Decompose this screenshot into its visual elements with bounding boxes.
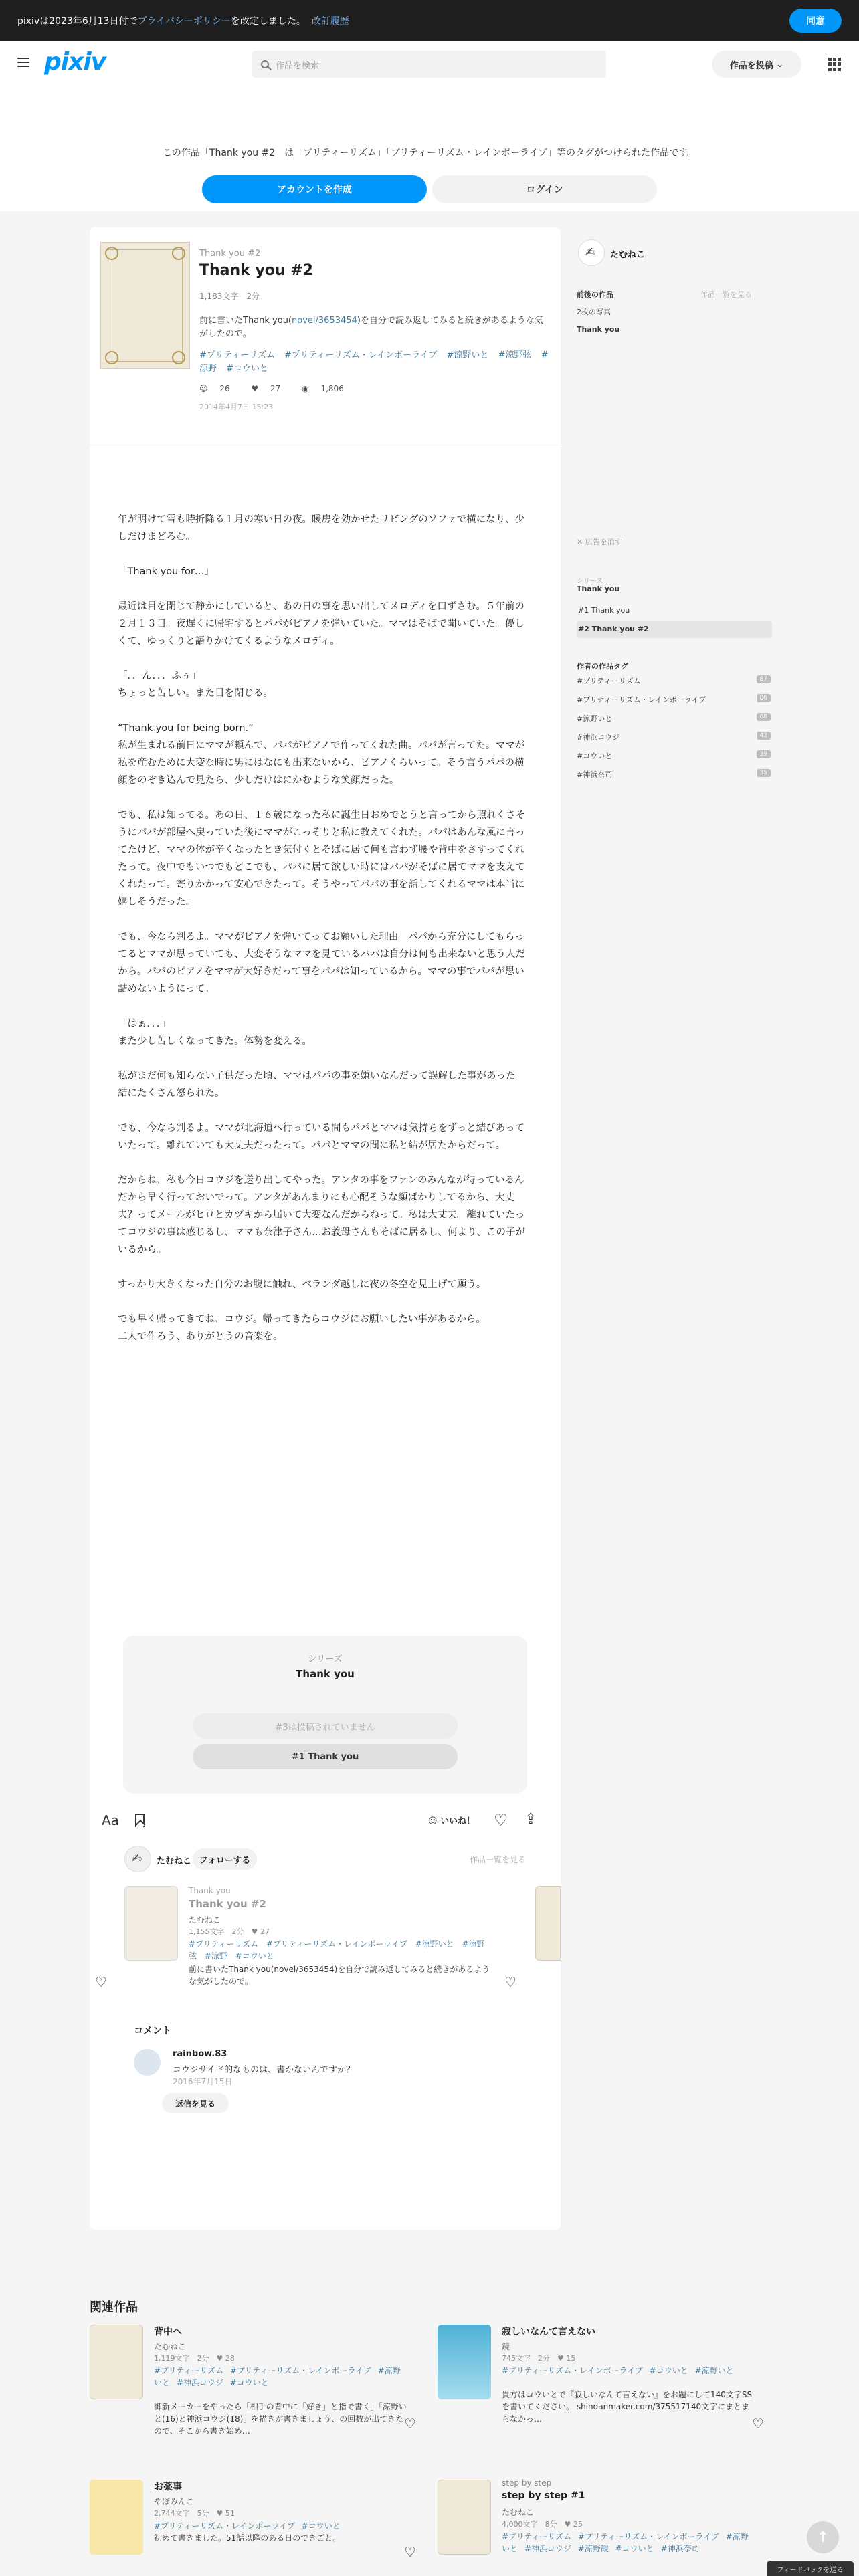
bookmark-icon[interactable] — [135, 1814, 145, 1827]
comment-avatar[interactable] — [134, 2049, 161, 2076]
carousel-title[interactable]: Thank you #2 — [189, 1898, 266, 1910]
novel-paragraph: でも、今なら判るよ。ママがピアノを弾いてってお願いした理由。パパから充分にしてもらってるとママが思っていても、大変そうなママを見ているパパは自分は何も出来ないと思う人だから。パパのピアノをママが大好きだって事をパパは知っているから。ママの事でパパが思い詰めないようにって。 — [118, 932, 525, 994]
tag-link[interactable]: #コウいと — [229, 2378, 269, 2387]
tag-notice-text: この作品「Thank you #2」は「プリティーリズム」「プリティーリズム・レインボーライブ」等のタグがつけられた作品です。 — [162, 148, 697, 158]
related-thumbnail[interactable] — [438, 2325, 491, 2399]
novel-text — [118, 511, 533, 1363]
action-bar — [90, 1807, 561, 1834]
pixiv-logo[interactable]: pixiv — [44, 48, 106, 76]
tag-link[interactable]: #プリティーリズム — [502, 2532, 572, 2541]
carousel-series[interactable]: Thank you — [189, 1886, 231, 1895]
cookie-text-after: を改定しました。 — [230, 16, 306, 27]
like-label: いいね！ — [440, 1816, 476, 1826]
tag-link[interactable]: #プリティーリズム・レインボーライブ — [229, 2366, 371, 2375]
tag-link[interactable]: #涼野 — [199, 350, 549, 374]
related-desc: 初めて書きました。51話以降のある日のできごと。 — [154, 2533, 341, 2543]
related-work — [90, 2325, 424, 2458]
smile-icon: ☺ — [428, 1816, 438, 1826]
comment — [134, 2046, 522, 2127]
search-input[interactable] — [252, 51, 606, 78]
sidebar — [561, 211, 771, 960]
heart-icon[interactable]: ♡ — [752, 2416, 764, 2432]
novel-paragraph: だからね、私も今日コウジを送り出してやった。アンタの事をファンのみんなが待っているんだから早く行っておいでって。アンタがあんまりにも心配そうな顔ばかりしてるから、大丈夫？ってメールがヒロとカヅキから届いて大変なんだからねって。私は大丈夫。離れていたってコウジの事は感じるし、ママも奈津子さん…お義母さんもそばに居るし、何より、この子がいるから。 — [118, 1175, 525, 1255]
tag-link[interactable]: #プリティーリズム — [154, 2366, 224, 2375]
novel-paragraph: すっかり大きくなった自分のお腹に触れ、ベランダ越しに夜の冬空を見上げて願う。 — [118, 1279, 486, 1290]
tag-link[interactable]: #プリティーリズム・レインボーライブ — [577, 2532, 719, 2541]
like-count: ☺ 26 — [199, 384, 230, 393]
cookie-text-before: pixivは2023年6月13日付で — [17, 16, 138, 27]
tag-link[interactable]: #コウいと — [301, 2521, 341, 2531]
work-tags — [199, 349, 550, 376]
tag-link[interactable]: #涼野いと — [446, 350, 489, 360]
sidebar-series-label: シリーズ — [577, 578, 603, 585]
create-account-button[interactable]: アカウントを作成 — [202, 175, 427, 203]
post-work-button[interactable]: 作品を投稿 ⌄ — [712, 51, 801, 78]
carousel-author[interactable]: たむねこ — [189, 1915, 221, 1925]
tag-link[interactable]: #涼野いと — [154, 2366, 401, 2387]
related-series[interactable]: step by step — [502, 2478, 552, 2488]
tag-link[interactable]: #涼野 — [204, 1951, 227, 1961]
revision-history-link[interactable]: 改訂履歴 — [311, 16, 349, 27]
comment-text: コウジサイド的なものは、書かないんですか？ — [173, 2065, 355, 2075]
sidebar-tag[interactable]: #神浜奈司 35 — [577, 769, 771, 780]
novel-cover — [100, 242, 190, 369]
tag-notice — [0, 86, 859, 211]
carousel-prev-heart-icon[interactable]: ♡ — [95, 1974, 107, 1990]
follow-button[interactable]: フォローする — [193, 1848, 257, 1870]
view-count: ◉ 1,806 — [302, 384, 344, 393]
sidebar-all-works-link[interactable]: 作品一覧を見る — [700, 290, 752, 299]
related-desc: 御新メーカーをやったら「相手の背中に「好き」と指で書く」「涼野いと(16)と神浜コウジ(18)」を描きが書きましょう、の回数が出てきたので、そこから書き始め… — [154, 2402, 407, 2436]
font-settings-icon[interactable]: Aa — [102, 1812, 119, 1828]
avatar[interactable] — [124, 1846, 151, 1872]
related-tags — [154, 2520, 408, 2532]
work-description — [199, 314, 550, 341]
sidebar-tag[interactable]: #神浜コウジ 42 — [577, 732, 771, 742]
tag-link[interactable]: #プリティーリズム — [199, 350, 275, 360]
remove-ads-link[interactable] — [577, 536, 622, 547]
carousel-desc: 前に書いたThank you(novel/3653454)を自分で読み返してみると続きがあるような気がしたので。 — [189, 1965, 490, 1986]
bookmark-count: ♥ 27 — [251, 384, 281, 393]
desc-text-2: )を自分で読み返してみると続きがあるような気がしたので。 — [199, 316, 543, 339]
sidebar-tag[interactable]: #コウいと 39 — [577, 750, 771, 761]
related-works-title: 関連作品 — [90, 2300, 138, 2315]
all-works-link[interactable]: 作品一覧を見る — [469, 1855, 526, 1864]
work-title: Thank you #2 — [199, 262, 313, 279]
search-icon — [261, 60, 269, 68]
search-placeholder: 作品を検索 — [276, 60, 320, 71]
related-title[interactable]: step by step #1 — [502, 2490, 585, 2501]
agree-button[interactable]: 同意 — [789, 9, 842, 33]
upload-date: 2014年4月7日 15:23 — [199, 403, 274, 411]
carousel-tags — [189, 1938, 494, 1962]
related-title[interactable]: お薬事 — [154, 2482, 182, 2492]
tag-link[interactable]: #プリティーリズム・レインボーライブ — [284, 350, 438, 360]
sidebar-episode-current[interactable]: #2 Thank you #2 — [577, 621, 772, 638]
novel-paragraph: でも早く帰ってきてね、コウジ。帰ってきたらコウジにお願いしたい事があるから。 二人で作ろう、ありがとうの音楽を。 — [118, 1314, 486, 1342]
tag-link[interactable]: #涼野弦 — [189, 1939, 485, 1961]
related-thumbnail[interactable] — [90, 2480, 143, 2555]
post-work-label: 作品を投稿 — [729, 60, 773, 71]
site-header — [0, 41, 859, 86]
tag-link[interactable]: #神浜奈司 — [660, 2544, 700, 2553]
tag-link[interactable]: #涼野いと — [502, 2532, 749, 2553]
author-works-carousel — [90, 1886, 561, 2020]
tag-link[interactable]: #神浜コウジ — [524, 2544, 571, 2553]
work-header — [90, 227, 561, 445]
tag-link[interactable]: #涼野弦 — [498, 350, 532, 360]
tag-link[interactable]: #コウいと — [649, 2366, 688, 2375]
comments-title: コメント — [134, 2026, 171, 2036]
heart-icon[interactable]: ♡ — [404, 2416, 416, 2432]
heart-count-icon: ♥ — [251, 384, 259, 393]
novel-paragraph: でも、私は知ってる。あの日、１６歳になった私に誕生日おめでとうと言ってから照れくさそうにパパが部屋へ戻っていた後にママがこっそりと私に教えてくれた。パパはあんな風に言ってたけど、ママの体が辛くなったとき気付くとそばに居て何も言わず腰や背中をさすってくれたって。夜中でもいつでもどこでも、パパに居て欲しい時にはパパがそばに居てママを支えてくれたって。寄りかかって安心できたって。そうやってパパの事を話してくれるママは本当に嬉しそうだった。 — [118, 810, 525, 907]
heart-icon[interactable]: ♡ — [494, 1811, 508, 1830]
share-icon[interactable]: ⇪ — [524, 1811, 537, 1828]
related-work — [438, 2480, 772, 2576]
next-episode-disabled: #3は投稿されていません — [193, 1713, 458, 1739]
tag-link[interactable]: #涼野いと — [694, 2366, 734, 2375]
novel-paragraph: 「．．ん．．．ふぅ」 ちょっと苦しい。また目を閉じる。 — [118, 671, 273, 699]
tag-link[interactable]: #涼野観 — [577, 2544, 609, 2553]
related-author[interactable]: 鏡 — [502, 2342, 510, 2351]
work-meta: 1,183文字 2分 — [199, 292, 260, 301]
cookie-banner — [0, 0, 859, 41]
tag-link[interactable]: #コウいと — [226, 364, 269, 374]
carousel-heart-icon[interactable]: ♡ — [504, 1974, 516, 1990]
related-tags — [502, 2365, 756, 2377]
related-title[interactable]: 寂しいなんて言えない — [502, 2327, 595, 2337]
like-button[interactable] — [428, 1814, 475, 1826]
related-author[interactable]: やぼみんこ — [154, 2497, 195, 2506]
carousel-thumbnail[interactable] — [124, 1886, 178, 1961]
series-nav-label: シリーズ — [308, 1654, 343, 1665]
related-thumbnail[interactable] — [438, 2480, 491, 2555]
previous-episode-button[interactable]: #1 Thank you — [193, 1744, 458, 1769]
novel-paragraph: 年が明けて雪も時折降る１月の寒い日の夜。暖房を効かせたリビングのソファで横になり、少しだけまどろむ。 — [118, 514, 525, 542]
carousel-meta: 1,155文字 2分 ♥ 27 — [189, 1927, 270, 1936]
tag-link[interactable]: #プリティーリズム・レインボーライブ — [502, 2366, 643, 2375]
series-nav-name[interactable]: Thank you — [296, 1668, 355, 1680]
novel-paragraph: 最近は目を閉じて静かにしていると、あの日の事を思い出してメロディを口ずさむ。５年前の２月１３日。夜遅くに帰宅するとパパがピアノを弾いていた。ママはそばで聞いていた。優しくて、ゆっくりと語りかけてくるようなメロディ。 — [118, 601, 524, 647]
comment-date: 2016年7月15日 — [173, 2077, 233, 2086]
series-label[interactable]: Thank you #2 — [199, 249, 261, 259]
scroll-top-button[interactable] — [807, 2521, 839, 2553]
tag-link[interactable]: #プリティーリズム・レインボーライブ — [154, 2521, 295, 2531]
author-row — [124, 1846, 526, 1872]
tag-link[interactable]: #コウいと — [235, 1951, 274, 1961]
tag-link[interactable]: #プリティーリズム・レインボーライブ — [266, 1939, 407, 1949]
related-desc: 貴方はコウいとで『寂しいなんて言えない』をお題にして140文字SSを書いてください。 shindanmaker.com/375517140文字にまとまらなかっ… — [502, 2390, 753, 2424]
sidebar-series-name[interactable]: Thank you — [577, 584, 620, 593]
related-work — [90, 2480, 424, 2576]
author-name[interactable]: たむねこ — [157, 1856, 192, 1866]
sidebar-work-item[interactable]: 2枚の写真 — [577, 308, 611, 316]
tag-link[interactable]: #コウいと — [615, 2544, 654, 2553]
related-work — [438, 2325, 772, 2458]
novel-paragraph: 「Thank you for…」 — [118, 566, 214, 577]
tag-link[interactable]: #神浜コウジ — [176, 2378, 223, 2387]
novel-paragraph: “Thank you for being born.” 私が生まれる前日にママが頼んで、パパがピアノで作ってくれた曲。パパが言ってた。ママが私を産むために大変な時に男にはなにも出来ないから、ピアノくらいって。そう言うパパの横顔をのぞき込んで見たら、少しだけはにかむような笑顔だった。 — [118, 723, 524, 786]
remove-ads-label: 広告を消す — [585, 538, 622, 546]
related-meta: 745文字 2分 ♥ 15 — [502, 2354, 576, 2363]
novel-paragraph: 私がまだ何も知らない子供だった頃、ママはパパの事を嫌いなんだって誤解した事があった。結にたくさん怒られた。 — [118, 1071, 525, 1099]
desc-text-1: 前に書いたThank you( — [199, 316, 292, 326]
desc-novel-link[interactable]: novel/3653454 — [292, 316, 357, 326]
related-tags — [154, 2365, 408, 2389]
avatar[interactable] — [578, 239, 605, 266]
related-author[interactable]: たむねこ — [502, 2508, 535, 2517]
related-title[interactable]: 背中へ — [154, 2327, 182, 2337]
login-button[interactable]: ログイン — [432, 175, 657, 203]
sidebar-tag[interactable]: #プリティーリズム 87 — [577, 675, 771, 686]
related-meta: 2,744文字 5分 ♥ 51 — [154, 2509, 235, 2518]
view-replies-button[interactable]: 返信を見る — [162, 2093, 229, 2113]
sidebar-work-item[interactable]: Thank you — [577, 325, 620, 334]
tag-link[interactable]: #プリティーリズム — [189, 1939, 259, 1949]
carousel-next-thumbnail[interactable] — [535, 1886, 561, 1961]
sidebar-author-name[interactable]: たむねこ — [610, 250, 646, 260]
sidebar-episode[interactable]: #1 Thank you — [578, 606, 630, 615]
eye-icon: ◉ — [302, 384, 309, 393]
related-author[interactable]: たむねこ — [154, 2342, 187, 2351]
related-tags — [502, 2531, 756, 2555]
tag-link[interactable]: #涼野いと — [415, 1939, 454, 1949]
close-icon: ✕ — [577, 538, 583, 546]
related-thumbnail[interactable] — [90, 2325, 143, 2399]
sidebar-works-title: 前後の作品 — [577, 290, 613, 299]
privacy-policy-link[interactable]: プライバシーポリシー — [137, 16, 231, 27]
apps-grid-icon[interactable] — [828, 58, 842, 71]
arrow-up-icon: ↑ — [816, 2529, 830, 2546]
feedback-button[interactable]: フィードバックを送る — [767, 2561, 854, 2576]
related-meta: 4,000文字 8分 ♥ 25 — [502, 2520, 583, 2529]
novel-paragraph: 「はぁ．．．」 また少し苦しくなってきた。体勢を変える。 — [118, 1018, 312, 1047]
novel-paragraph: でも、今なら判るよ。ママが北海道へ行っている間もパパとママは気持ちをずっと結びあっていたって。離れていても大丈夫だったって。パパとママの間に私と結が居たからだって。 — [118, 1123, 524, 1151]
work-stats — [199, 384, 363, 393]
sidebar-tags-title: 作者の作品タグ — [577, 662, 628, 671]
cookie-text — [17, 14, 349, 27]
sidebar-tag[interactable]: #プリティーリズム・レインボーライブ 86 — [577, 694, 771, 705]
heart-icon[interactable]: ♡ — [404, 2544, 416, 2560]
series-navigation — [123, 1636, 527, 1794]
comment-author[interactable]: rainbow.83 — [173, 2049, 227, 2059]
menu-icon[interactable] — [17, 58, 29, 67]
novel-card — [90, 227, 561, 2230]
sidebar-tag[interactable]: #涼野いと 68 — [577, 713, 771, 724]
like-count-icon: ☺ — [199, 384, 208, 393]
related-meta: 1,119文字 2分 ♥ 28 — [154, 2354, 235, 2363]
